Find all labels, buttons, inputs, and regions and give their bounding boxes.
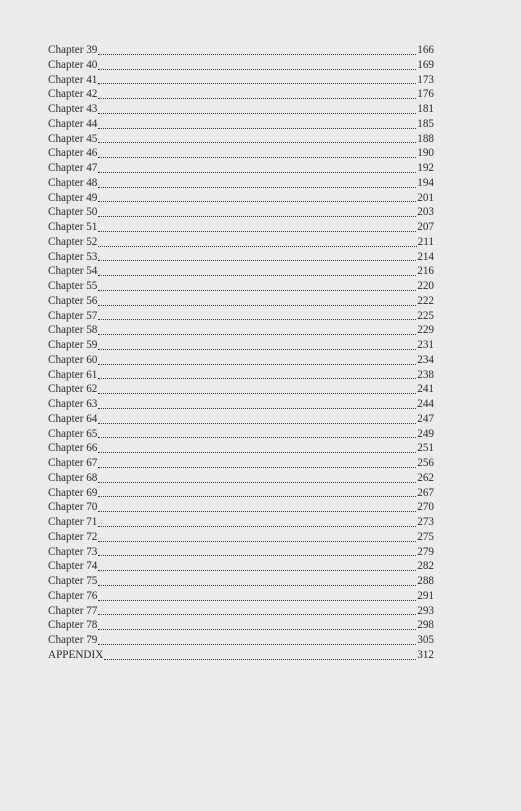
toc-entry-page-number: 203 xyxy=(417,206,434,219)
toc-entry-label: Chapter 41 xyxy=(48,73,98,86)
dot-leader xyxy=(98,393,416,394)
toc-entry xyxy=(48,191,434,206)
dot-leader xyxy=(98,378,416,379)
toc-entry-page-number: 275 xyxy=(417,530,434,543)
dot-leader xyxy=(98,408,416,409)
toc-entry xyxy=(48,353,434,368)
dot-leader xyxy=(98,585,416,586)
toc-entry xyxy=(48,500,434,515)
toc-entry xyxy=(48,545,434,560)
toc-entry xyxy=(48,264,434,279)
toc-entry-label: Chapter 47 xyxy=(48,162,98,174)
toc-entry-label: Chapter 72 xyxy=(48,530,98,543)
dot-leader xyxy=(98,629,416,630)
toc-entry xyxy=(48,604,434,619)
toc-entry xyxy=(48,102,434,117)
toc-entry-page-number: 229 xyxy=(417,324,434,337)
toc-entry xyxy=(48,412,434,427)
toc-entry-label: Chapter 59 xyxy=(48,339,98,351)
toc-entry xyxy=(48,323,434,338)
toc-entry xyxy=(48,235,434,250)
toc-entry-label: Chapter 46 xyxy=(48,147,98,160)
dot-leader xyxy=(98,157,416,158)
toc-entry-label: Chapter 70 xyxy=(48,501,98,514)
toc-entry xyxy=(48,559,434,574)
dot-leader xyxy=(98,614,416,615)
toc-entry-label: Chapter 58 xyxy=(48,324,98,337)
dot-leader xyxy=(98,364,416,365)
dot-leader xyxy=(98,54,416,55)
toc-entry-label: Chapter 54 xyxy=(48,265,98,278)
toc-entry-page-number: 279 xyxy=(417,545,434,558)
toc-entry-label: Chapter 40 xyxy=(48,58,98,71)
toc-entry-page-number: 194 xyxy=(417,176,434,189)
toc-entry-page-number: 181 xyxy=(417,103,434,115)
dot-leader xyxy=(98,452,416,453)
dot-leader xyxy=(98,496,416,497)
toc-entry xyxy=(48,43,434,58)
toc-entry-page-number: 185 xyxy=(417,117,434,130)
toc-entry-page-number: 291 xyxy=(417,589,434,602)
toc-entry-label: Chapter 61 xyxy=(48,368,98,381)
toc-entry-page-number: 173 xyxy=(417,73,434,86)
toc-entry-label: Chapter 76 xyxy=(48,589,98,602)
toc-entry-label: Chapter 42 xyxy=(48,88,98,101)
toc-entry-label: Chapter 73 xyxy=(48,545,98,558)
toc-entry xyxy=(48,220,434,235)
toc-entry-page-number: 166 xyxy=(417,44,434,56)
toc-entry-label: Chapter 50 xyxy=(48,206,98,219)
dot-leader xyxy=(98,570,416,571)
toc-entry-page-number: 251 xyxy=(417,442,434,455)
toc-entry-page-number: 293 xyxy=(417,604,434,617)
toc-entry xyxy=(48,338,434,353)
toc-entry xyxy=(48,132,434,147)
dot-leader xyxy=(98,246,416,247)
dot-leader xyxy=(98,467,416,468)
toc-entry-label: Chapter 77 xyxy=(48,604,98,617)
dot-leader xyxy=(98,83,416,84)
toc-entry-label: Chapter 67 xyxy=(48,457,98,469)
toc-entry-page-number: 288 xyxy=(417,575,434,587)
dot-leader xyxy=(98,600,416,601)
toc-entry-page-number: 244 xyxy=(417,398,434,410)
dot-leader xyxy=(98,319,416,320)
toc-entry-label: Chapter 55 xyxy=(48,280,98,292)
toc-entry xyxy=(48,589,434,604)
dot-leader xyxy=(98,275,416,276)
toc-entry-page-number: 216 xyxy=(417,265,434,278)
toc-entry-page-number: 262 xyxy=(417,471,434,484)
dot-leader xyxy=(98,172,416,173)
toc-entry xyxy=(48,574,434,589)
toc-entry xyxy=(48,176,434,191)
toc-entry xyxy=(48,441,434,456)
toc-entry-page-number: 222 xyxy=(417,294,434,307)
toc-entry-label: Chapter 60 xyxy=(48,353,98,366)
toc-entry-page-number: 270 xyxy=(417,501,434,514)
dot-leader xyxy=(98,511,416,512)
toc-entry xyxy=(48,382,434,397)
toc-entry xyxy=(48,471,434,486)
toc-entry-page-number: 273 xyxy=(417,516,434,528)
toc-entry-page-number: 190 xyxy=(417,147,434,160)
toc-entry xyxy=(48,530,434,545)
toc-entry-page-number: 256 xyxy=(417,457,434,469)
dot-leader xyxy=(98,128,416,129)
dot-leader xyxy=(98,216,416,217)
table-of-contents xyxy=(48,43,434,663)
toc-entry xyxy=(48,205,434,220)
toc-entry-label: Chapter 78 xyxy=(48,619,98,632)
toc-entry xyxy=(48,515,434,530)
toc-entry xyxy=(48,279,434,294)
toc-entry-page-number: 267 xyxy=(417,486,434,499)
dot-leader xyxy=(98,305,416,306)
toc-entry-page-number: 312 xyxy=(417,648,434,661)
toc-entry xyxy=(48,368,434,383)
dot-leader xyxy=(98,437,416,438)
toc-entry xyxy=(48,456,434,471)
dot-leader xyxy=(98,526,416,527)
dot-leader xyxy=(98,555,416,556)
dot-leader xyxy=(104,659,416,660)
toc-entry-page-number: 234 xyxy=(417,353,434,366)
toc-entry-label: Chapter 62 xyxy=(48,383,98,396)
toc-entry xyxy=(48,618,434,633)
toc-entry-label: Chapter 44 xyxy=(48,117,98,130)
toc-entry-page-number: 249 xyxy=(417,427,434,440)
dot-leader xyxy=(98,482,416,483)
dot-leader xyxy=(98,231,416,232)
dot-leader xyxy=(98,423,416,424)
toc-entry xyxy=(48,427,434,442)
dot-leader xyxy=(98,98,416,99)
toc-entry-page-number: 201 xyxy=(417,191,434,204)
toc-entry-label: Chapter 71 xyxy=(48,516,98,528)
toc-entry-page-number: 241 xyxy=(417,383,434,396)
toc-entry xyxy=(48,486,434,501)
toc-entry-page-number: 231 xyxy=(417,339,434,351)
dot-leader xyxy=(98,541,416,542)
toc-entry-label: Chapter 51 xyxy=(48,221,98,233)
toc-entry-label: Chapter 57 xyxy=(48,309,98,322)
toc-entry-label: Chapter 64 xyxy=(48,412,98,425)
toc-entry-page-number: 207 xyxy=(417,221,434,233)
toc-entry-label: Chapter 65 xyxy=(48,427,98,440)
dot-leader xyxy=(98,113,416,114)
toc-entry-page-number: 211 xyxy=(417,235,434,248)
toc-entry-label: Chapter 39 xyxy=(48,44,98,56)
toc-entry xyxy=(48,294,434,309)
toc-entry-label: Chapter 66 xyxy=(48,442,98,455)
toc-entry-label: Chapter 49 xyxy=(48,191,98,204)
toc-entry xyxy=(48,633,434,648)
toc-entry-page-number: 282 xyxy=(417,560,434,573)
toc-entry xyxy=(48,58,434,73)
dot-leader xyxy=(98,201,416,202)
toc-entry-page-number: 188 xyxy=(417,132,434,145)
dot-leader xyxy=(98,187,416,188)
toc-entry-label: Chapter 69 xyxy=(48,486,98,499)
toc-entry-label: Chapter 56 xyxy=(48,294,98,307)
toc-entry xyxy=(48,648,434,663)
toc-entry-page-number: 192 xyxy=(417,162,434,174)
toc-entry-page-number: 169 xyxy=(417,58,434,71)
toc-entry-label: Chapter 68 xyxy=(48,471,98,484)
toc-entry-label: Chapter 74 xyxy=(48,560,98,573)
toc-entry xyxy=(48,146,434,161)
dot-leader xyxy=(98,334,416,335)
toc-entry-page-number: 225 xyxy=(417,309,434,322)
toc-entry xyxy=(48,250,434,265)
toc-entry-page-number: 247 xyxy=(417,412,434,425)
toc-entry-page-number: 305 xyxy=(417,634,434,646)
toc-entry xyxy=(48,309,434,324)
toc-entry xyxy=(48,117,434,132)
dot-leader xyxy=(98,260,416,261)
toc-entry-page-number: 238 xyxy=(417,368,434,381)
dot-leader xyxy=(98,142,416,143)
toc-entry-label: Chapter 63 xyxy=(48,398,98,410)
toc-entry-page-number: 176 xyxy=(417,88,434,101)
toc-entry-label: Chapter 43 xyxy=(48,103,98,115)
toc-entry xyxy=(48,397,434,412)
toc-entry xyxy=(48,161,434,176)
dot-leader xyxy=(98,290,416,291)
toc-entry-label: Chapter 75 xyxy=(48,575,98,587)
toc-entry xyxy=(48,73,434,88)
toc-entry-label: Chapter 48 xyxy=(48,176,98,189)
toc-entry-label: Chapter 45 xyxy=(48,132,98,145)
toc-entry-label: APPENDIX xyxy=(48,648,104,661)
toc-entry-label: Chapter 52 xyxy=(48,235,98,248)
toc-entry-label: Chapter 53 xyxy=(48,250,98,263)
dot-leader xyxy=(98,644,416,645)
dot-leader xyxy=(98,349,416,350)
toc-entry-page-number: 214 xyxy=(417,250,434,263)
toc-entry-label: Chapter 79 xyxy=(48,634,98,646)
toc-entry-page-number: 298 xyxy=(417,619,434,632)
toc-entry xyxy=(48,87,434,102)
dot-leader xyxy=(98,69,416,70)
toc-entry-page-number: 220 xyxy=(417,280,434,292)
